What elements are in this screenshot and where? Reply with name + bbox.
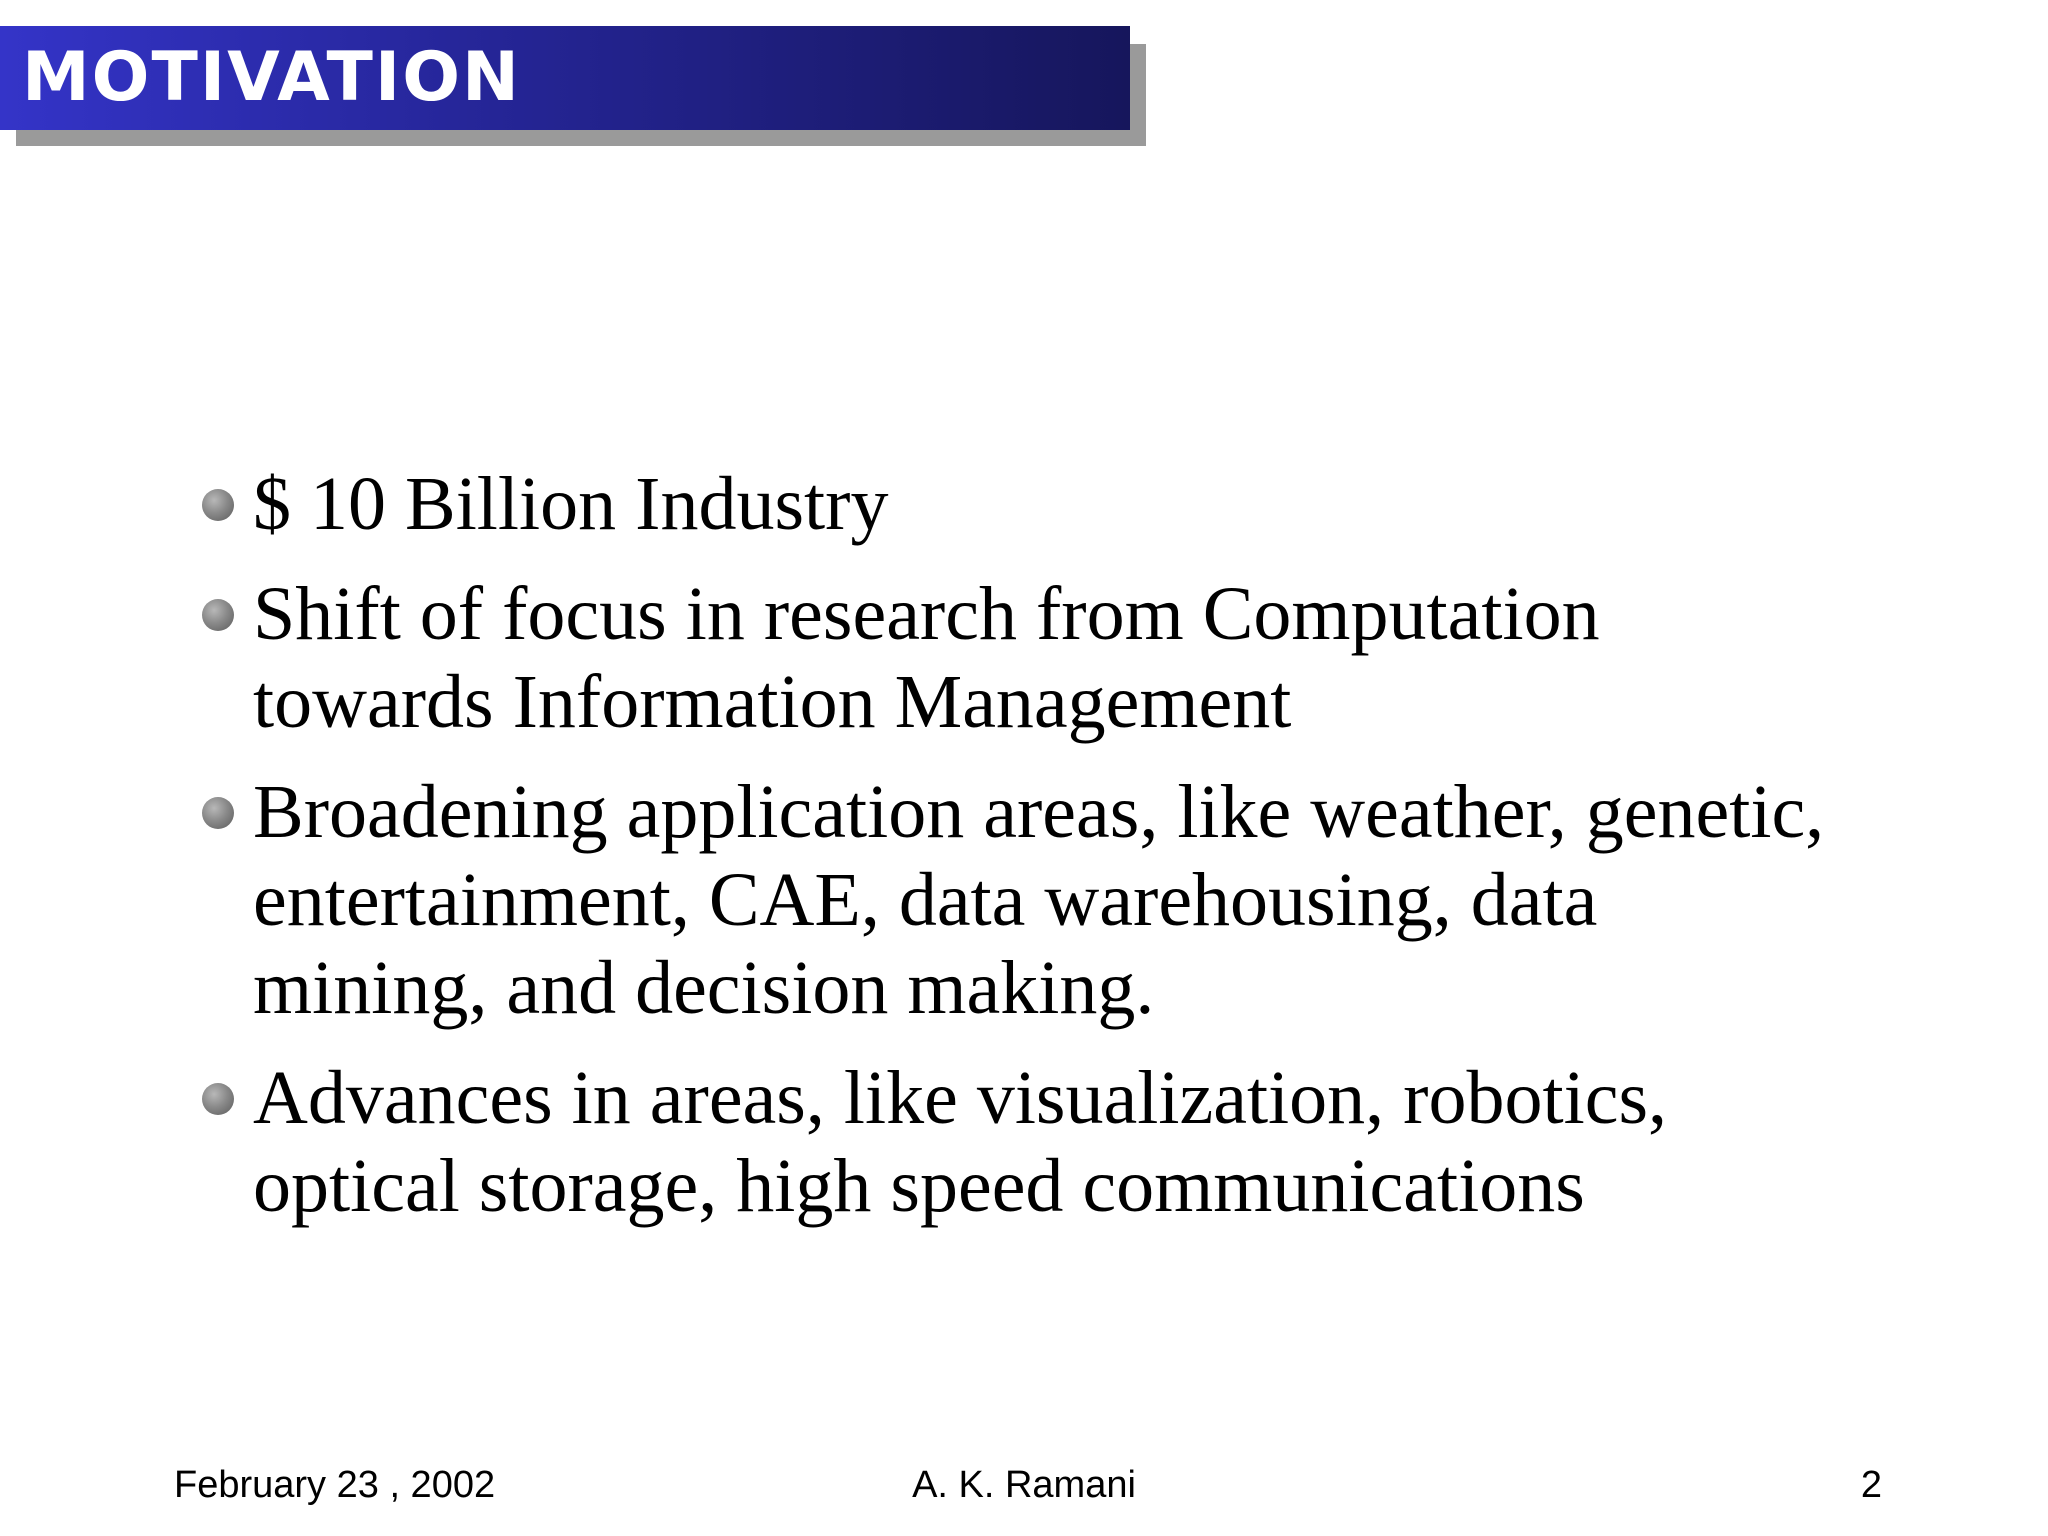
- bullet-item: [200, 570, 1850, 746]
- bullet-item: [200, 460, 1850, 548]
- slide-title: MOTIVATION: [22, 38, 521, 117]
- bullet-item: [200, 1054, 1850, 1230]
- bullet-dot-icon: [202, 797, 234, 829]
- footer-author: A. K. Ramani: [912, 1464, 1136, 1506]
- bullet-text: $ 10 Billion Industry: [253, 462, 889, 546]
- bullet-dot-icon: [202, 599, 234, 631]
- bullet-text: Advances in areas, like visualization, robotics, optical storage, high speed communications: [253, 1056, 1668, 1228]
- bullet-list: [200, 460, 1850, 1252]
- footer-page-number: 2: [1860, 1464, 1882, 1506]
- bullet-dot-icon: [202, 1083, 234, 1115]
- title-bar: [0, 26, 1130, 130]
- bullet-dot-icon: [202, 489, 234, 521]
- bullet-item: [200, 768, 1850, 1032]
- bullet-text: Broadening application areas, like weather, genetic, entertainment, CAE, data warehousing, data mining, and decision making.: [253, 770, 1825, 1030]
- bullet-text: Shift of focus in research from Computation towards Information Management: [253, 572, 1600, 744]
- footer-date: February 23 , 2002: [174, 1464, 496, 1506]
